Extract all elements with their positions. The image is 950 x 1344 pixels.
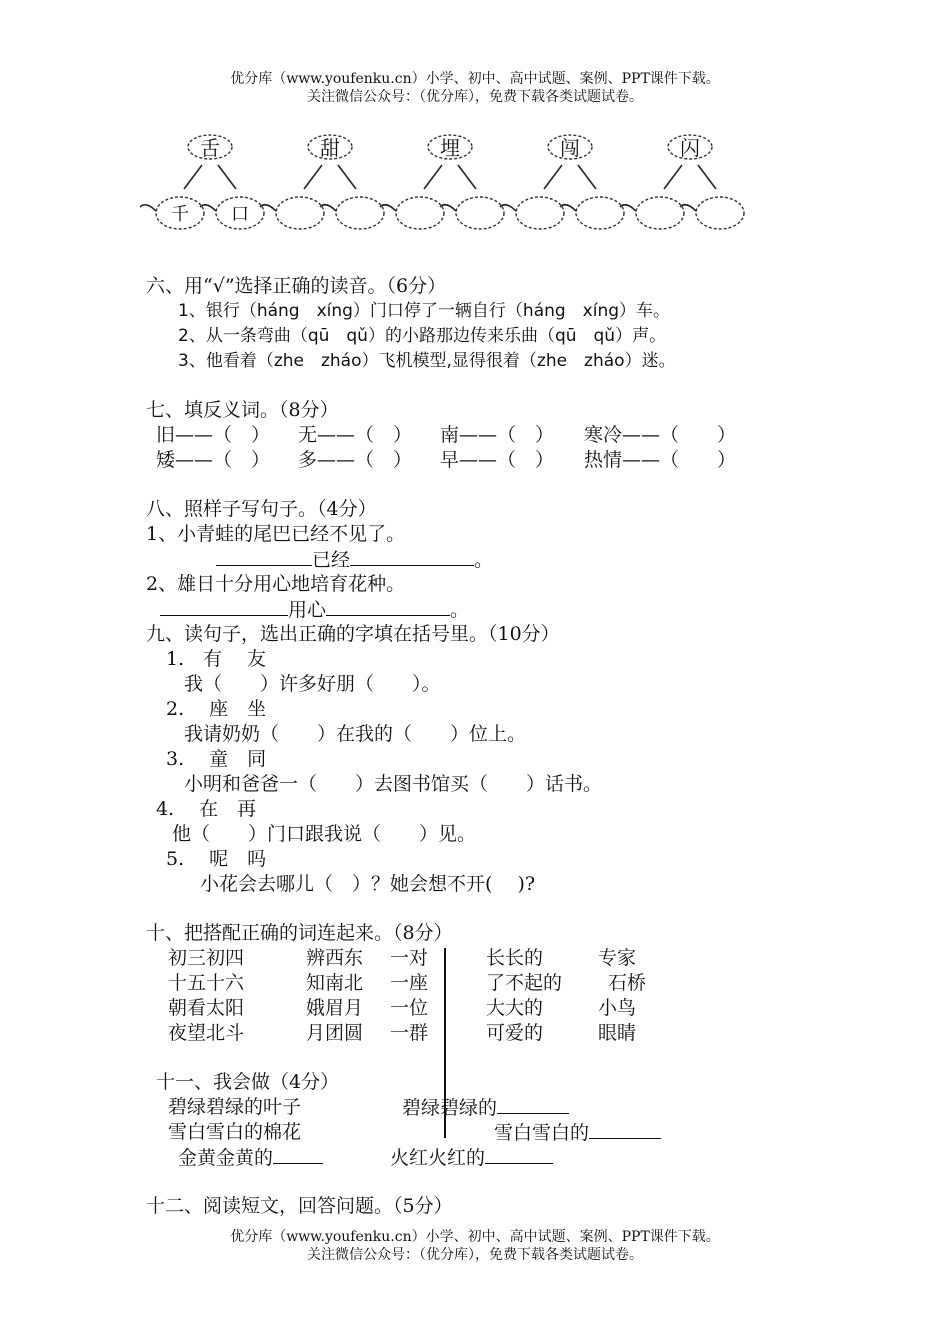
adjective-1: 长长的 bbox=[486, 947, 544, 969]
teapot-cup-shape bbox=[516, 197, 564, 229]
section-12-title: 十二、阅读短文，回答问题。（5分） bbox=[146, 1195, 453, 1217]
teapot-top-char: 闯 bbox=[560, 136, 580, 160]
noun-2: 石桥 bbox=[608, 972, 647, 994]
teapot-top-char: 埋 bbox=[440, 136, 460, 160]
teapot-group bbox=[140, 135, 264, 229]
section-9-options-4: 4. 在 再 bbox=[156, 798, 257, 820]
noun-1: 专家 bbox=[598, 947, 637, 969]
teapot-cup-shape bbox=[396, 197, 444, 229]
teapot-cup-shape bbox=[336, 197, 384, 229]
connector-line bbox=[544, 165, 562, 189]
teapot-spout bbox=[140, 205, 156, 211]
section-9-sentence-3: 小明和爸爸一（ ）去图书馆买（ ）话书。 bbox=[184, 773, 603, 795]
section-6-item-2: 2、从一条弯曲（qū qǔ）的小路那边传来乐曲（qū qǔ）声。 bbox=[178, 326, 667, 346]
section-8-title: 八、照样子写句子。（4分） bbox=[146, 498, 377, 520]
measure-word-3: 一位 bbox=[390, 997, 429, 1019]
section-8-answer-2: 用心 。 bbox=[160, 597, 469, 622]
blank-line[interactable] bbox=[497, 1095, 569, 1114]
blank-line[interactable] bbox=[216, 547, 312, 566]
match-mid-1: 辨西东 bbox=[306, 947, 364, 969]
blank-line[interactable] bbox=[273, 1145, 323, 1164]
section-11-fill-3: 金黄金黄的 bbox=[178, 1145, 323, 1170]
teapot-top-char: 甜 bbox=[320, 136, 340, 160]
noun-4: 眼睛 bbox=[598, 1022, 637, 1044]
teapot-group bbox=[380, 135, 504, 229]
section-11-title: 十一、我会做（4分） bbox=[156, 1071, 340, 1093]
antonym-1: 旧——（ ） bbox=[156, 424, 271, 446]
match-left-3: 朝看太阳 bbox=[168, 997, 245, 1019]
connector-line bbox=[578, 165, 596, 189]
blank-line[interactable] bbox=[350, 547, 474, 566]
measure-word-2: 一座 bbox=[390, 972, 429, 994]
teapot-top-char: 舌 bbox=[200, 136, 220, 160]
match-left-2: 十五十六 bbox=[168, 972, 245, 994]
antonym-4: 寒冷——（ ） bbox=[584, 424, 737, 446]
section-9-options-5: 5. 呢 吗 bbox=[166, 848, 267, 870]
blank-line[interactable] bbox=[589, 1120, 661, 1139]
section-11-example-1: 碧绿碧绿的叶子 bbox=[168, 1096, 302, 1118]
measure-word-1: 一对 bbox=[390, 947, 429, 969]
section-6-item-1: 1、银行（háng xíng）门口停了一辆自行（háng xíng）车。 bbox=[178, 301, 671, 321]
teapot-cup-char: 口 bbox=[231, 204, 249, 225]
teapot-cup-shape bbox=[696, 197, 744, 229]
header-line-1: 优分库（www.youfenku.cn）小学、初中、高中试题、案例、PPT课件下载。 bbox=[230, 71, 720, 87]
connector-line bbox=[218, 165, 236, 189]
teapot-top-char: 闪 bbox=[680, 136, 700, 160]
antonym-7: 早——（ ） bbox=[440, 449, 555, 471]
match-mid-4: 月团圆 bbox=[306, 1022, 364, 1044]
adjective-3: 大大的 bbox=[486, 997, 544, 1019]
section-8-example-2: 2、雄日十分用心地培育花种。 bbox=[146, 573, 406, 595]
connector-line bbox=[424, 165, 442, 189]
antonym-6: 多——（ ） bbox=[298, 449, 413, 471]
teapot-illustration bbox=[140, 125, 765, 245]
antonym-5: 矮——（ ） bbox=[156, 449, 271, 471]
connector-line bbox=[458, 165, 476, 189]
connector-line bbox=[184, 165, 202, 189]
teapot-cup-shape bbox=[456, 197, 504, 229]
teapot-cup-shape bbox=[576, 197, 624, 229]
antonym-2: 无——（ ） bbox=[298, 424, 413, 446]
section-9-sentence-1: 我（ ）许多好朋（ ）。 bbox=[184, 673, 441, 695]
section-11-example-2: 雪白雪白的棉花 bbox=[168, 1121, 302, 1143]
teapot-cup-shape bbox=[276, 197, 324, 229]
noun-3: 小鸟 bbox=[598, 997, 637, 1019]
teapot-group bbox=[500, 135, 624, 229]
teapot-cup-char: 千 bbox=[171, 204, 189, 225]
adjective-2: 了不起的 bbox=[486, 972, 563, 994]
section-11-fill-4: 火红火红的 bbox=[390, 1145, 553, 1170]
section-9-title: 九、读句子，选出正确的字填在括号里。（10分） bbox=[146, 623, 560, 645]
section-11-fill-2: 雪白雪白的 bbox=[494, 1120, 661, 1145]
footer-line-1: 优分库（www.youfenku.cn）小学、初中、高中试题、案例、PPT课件下载。 bbox=[230, 1229, 720, 1245]
blank-line[interactable] bbox=[485, 1145, 553, 1164]
connector-line bbox=[698, 165, 716, 189]
section-9-sentence-4: 他（ ）门口跟我说（ ）见。 bbox=[172, 823, 477, 845]
match-mid-2: 知南北 bbox=[306, 972, 364, 994]
section-9-sentence-2: 我请奶奶（ ）在我的（ ）位上。 bbox=[184, 723, 527, 745]
teapot-cup-shape bbox=[636, 197, 684, 229]
teapot-group bbox=[260, 135, 384, 229]
blank-line[interactable] bbox=[160, 597, 288, 616]
match-mid-3: 娥眉月 bbox=[306, 997, 364, 1019]
section-8-answer-1: 已经 。 bbox=[216, 547, 493, 572]
connector-line bbox=[304, 165, 322, 189]
section-9-options-1: 1. 有 友 bbox=[166, 648, 267, 670]
blank-line[interactable] bbox=[326, 597, 450, 616]
match-left-1: 初三初四 bbox=[168, 947, 245, 969]
section-6-item-3: 3、他看着（zhe zháo）飞机模型,显得很着（zhe zháo）迷。 bbox=[178, 351, 676, 371]
section-6-title: 六、用“√”选择正确的读音。（6分） bbox=[146, 275, 447, 297]
section-10-title: 十、把搭配正确的词连起来。（8分） bbox=[146, 922, 453, 944]
section-11-fill-1: 碧绿碧绿的 bbox=[402, 1095, 569, 1120]
antonym-3: 南——（ ） bbox=[440, 424, 555, 446]
teapot-group bbox=[620, 135, 744, 229]
section-9-sentence-5: 小花会去哪儿（ ）？她会想不开( )? bbox=[200, 873, 536, 895]
section-9-options-3: 3. 童 同 bbox=[166, 748, 267, 770]
footer-line-2: 关注微信公众号：（优分库），免费下载各类试题试卷。 bbox=[307, 1247, 643, 1263]
section-7-title: 七、填反义词。（8分） bbox=[146, 399, 339, 421]
section-9-options-2: 2. 座 坐 bbox=[166, 698, 267, 720]
match-left-4: 夜望北斗 bbox=[168, 1022, 245, 1044]
header-line-2: 关注微信公众号：（优分库），免费下载各类试题试卷。 bbox=[307, 89, 643, 105]
adjective-4: 可爱的 bbox=[486, 1022, 544, 1044]
section-8-example-1: 1、小青蛙的尾巴已经不见了。 bbox=[146, 523, 406, 545]
measure-word-4: 一群 bbox=[390, 1022, 429, 1044]
connector-line bbox=[664, 165, 682, 189]
connector-line bbox=[338, 165, 356, 189]
antonym-8: 热情——（ ） bbox=[584, 449, 737, 471]
